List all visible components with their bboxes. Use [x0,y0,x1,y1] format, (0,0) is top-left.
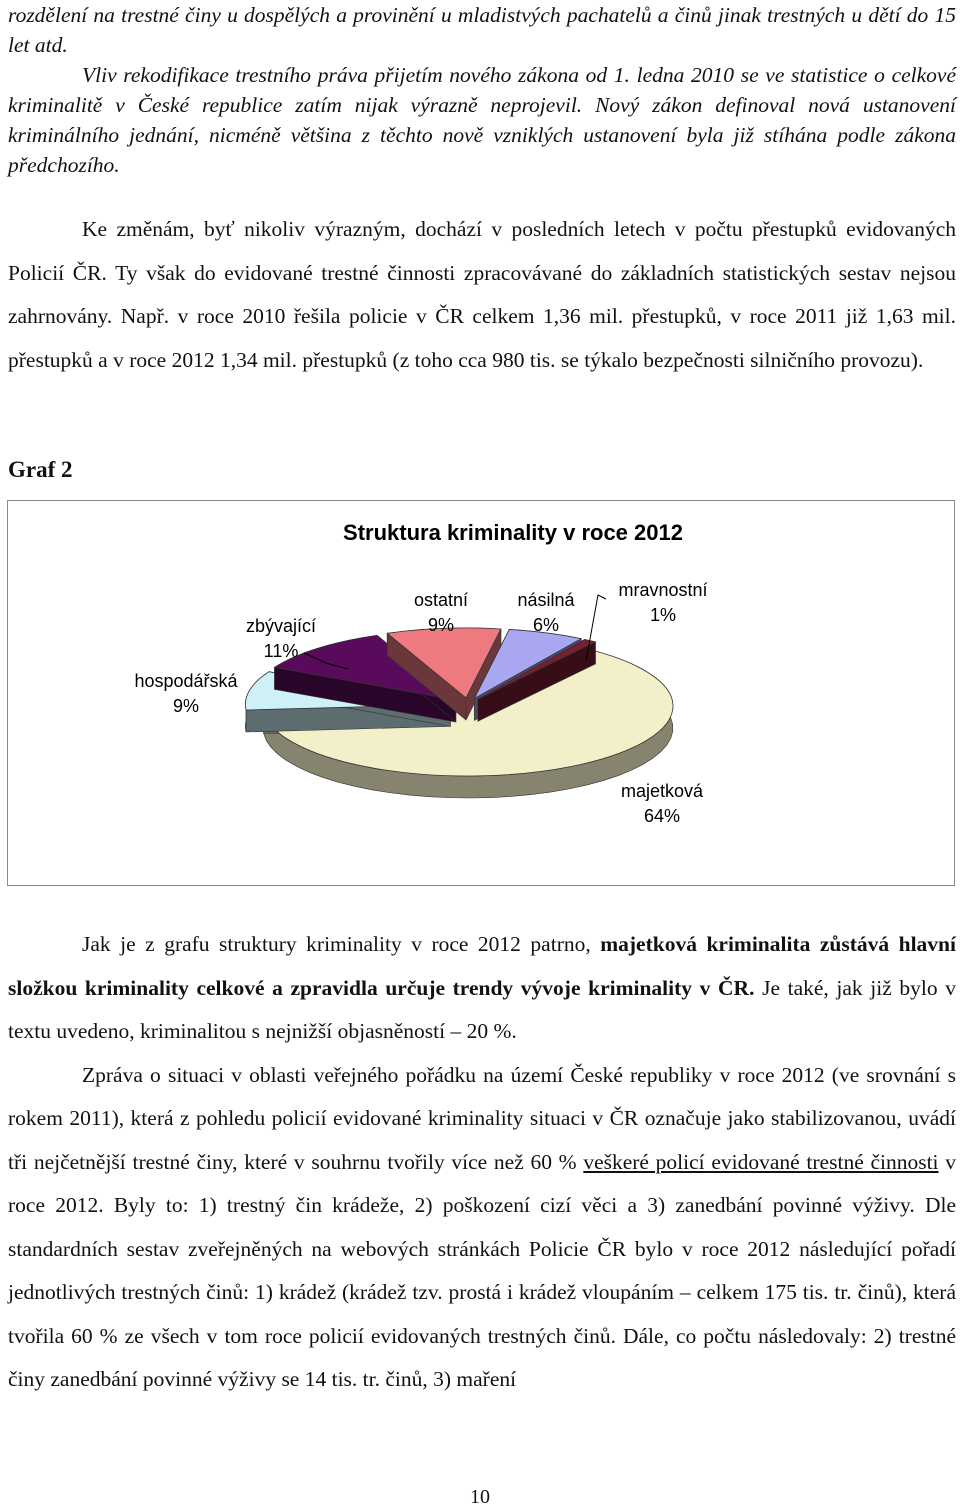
slice-label-násilná: násilná [517,590,575,610]
intro-line: rozdělení na trestné činy u dospělých a provinění u mladistvých pachatelů a činů jinak trestných u dětí do 15 let atd. [8,3,956,57]
intro-text [8,0,956,180]
slice-label-hospodářská: hospodářská [134,671,238,691]
paragraph-analysis [8,923,956,1402]
paragraph-property-crime [8,923,956,1054]
pie-chart-frame [7,500,955,886]
page-number: 10 [470,1486,490,1508]
pie-chart [8,501,954,885]
slice-value-hospodářská: 9% [172,696,200,716]
slice-label-majetková: majetková [620,781,704,801]
slice-label-zbývající: zbývající [245,616,317,636]
underlined-segment: veškeré policí evidované trestné činnosti [583,1149,939,1174]
text-segment: Zpráva o situaci v oblasti veřejného pořádku na území České republiky v roce 2012 (ve srovnání s rokem 2011), která z pohledu policií evidované kriminality situaci v ČR označuje jako stabilizovanou, uvádí tři nejčetnější trestné činy, které v souhrnu tvořily více než 60 % [8,1062,956,1174]
slice-label-mravnostní: mravnostní [618,580,708,600]
text-segment: Jak je z grafu struktury kriminality v roce 2012 patrno, [82,932,601,956]
slice-value-zbývající: 11% [263,641,299,661]
slice-value-násilná: 6% [532,615,560,635]
text-segment: Je také, jak již bylo v textu uvedeno, kriminalitou s nejnižší objasněností – 20 %. [8,975,956,1043]
chart-title: Struktura kriminality v roce 2012 [343,520,683,545]
slice-value-mravnostní: 1% [649,605,677,625]
paragraph-offenses-text: Ke změnám, byť nikoliv výrazným, dochází v posledních letech v počtu přestupků evidovaných Policií ČR. Ty však do evidované trestné činnosti zpracovávané do základních statistických sestav nejsou zahrnovány. Např. v roce 2010 řešila policie v ČR celkem 1,36 mil. přestupků, v roce 2011 již 1,63 mil. přestupků a v roce 2012 1,34 mil. přestupků (z toho cca 980 tis. se týkalo bezpečnosti silničního provozu). [8,217,956,372]
intro-paragraph: Vliv rekodifikace trestního práva přijetím nového zákona od 1. ledna 2010 se ve statistice o celkové kriminalitě v České republice zatím nijak výrazně neprojevil. Nový zákon definoval nová ustanovení kriminálního jednání, nicméně většina z těchto nově vzniklých ustanovení byla již stíhána podle zákona předchozího. [8,63,956,177]
paragraph-report [8,1054,956,1402]
slice-label-ostatní: ostatní [413,590,469,610]
bold-segment: majetková kriminalita zůstává hlavní složkou kriminality celkové a zpravidla určuje trendy vývoje kriminality v ČR. [8,932,956,1000]
text-segment: v roce 2012. Byly to: 1) trestný čin krádeže, 2) poškození cizí věci a 3) zanedbání povinné výživy. Dle standardních sestav zveřejněných na webových stránkách Policie ČR bylo v roce 2012 následující pořadí jednotlivých trestných činů: 1) krádež (krádež tzv. prostá i krádež vloupáním – celkem 175 tis. tr. činů), která tvořila 60 % ze všech v tom roce policií evidovaných trestných činů. Dále, co počtu následovaly: 2) trestné činy zanedbání povinné výživy se 14 tis. tr. činů, 3) maření [8,1149,956,1391]
slice-value-majetková: 64% [643,806,681,826]
slice-value-ostatní: 9% [427,615,455,635]
graph-label: Graf 2 [8,457,73,482]
paragraph-offenses [8,208,956,382]
